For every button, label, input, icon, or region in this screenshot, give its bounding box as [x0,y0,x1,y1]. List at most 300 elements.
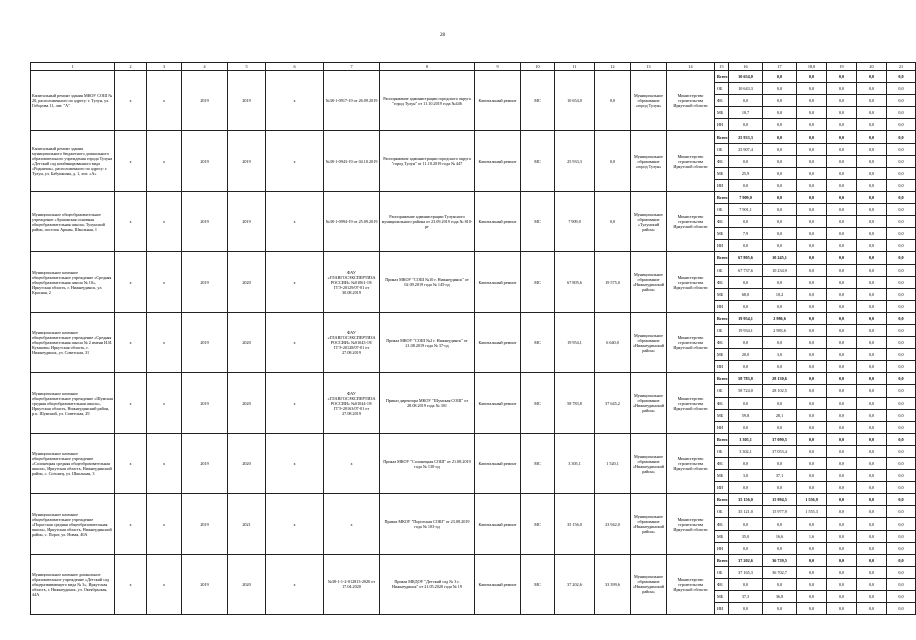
amount-cell: 7 901,1 [729,204,763,216]
amount-cell: 0,0 [797,470,827,482]
amount-cell: 0,0 [797,276,827,288]
ministry-cell: Министерство строительства Иркутской области [667,252,715,312]
ministry-cell: Министерство строительства Иркутской области [667,131,715,191]
total-cost-cell: 58 783,8 [555,373,595,433]
amount-cell: 0,0 [887,349,916,361]
work-type-cell: Капитальный ремонт [475,71,521,131]
amount-cell: 0,0 [887,131,916,143]
expertise-cell: №38-1-0994-19 от 25.09.2019 [324,191,380,251]
amount-cell: 10 643,3 [729,83,763,95]
amount-cell: 0,0 [827,458,857,470]
cell: х [266,252,324,312]
amount-cell: 0,0 [857,240,887,252]
cell: х [115,252,147,312]
work-type-cell: Капитальный ремонт [475,494,521,554]
amount-cell: 0,0 [797,373,827,385]
amount-cell: 0,0 [797,482,827,494]
amount-cell: 0,0 [797,191,827,203]
amount-cell: 0,0 [729,361,763,373]
funding-source-label: Всего [715,191,729,203]
cell: х [115,433,147,493]
amount-cell: 0,0 [797,228,827,240]
amount-cell: 0,0 [857,228,887,240]
amount-cell: 0,0 [729,300,763,312]
amount-cell: 0,0 [857,131,887,143]
cell: х [266,312,324,372]
funding-source-label: ФБ [715,155,729,167]
amount-cell: 25,9 [729,167,763,179]
cell: х [115,312,147,372]
amount-cell: 0,0 [887,83,916,95]
funding-source-label: ФБ [715,458,729,470]
amount-cell: 25 933,3 [729,131,763,143]
amount-cell: 0,0 [797,264,827,276]
amount-cell: 0,0 [763,204,797,216]
amount-cell: 0,0 [797,216,827,228]
col-num: 18,0 [797,63,827,71]
amount-cell: 0,0 [887,397,916,409]
amount-cell: 0,0 [857,107,887,119]
amount-cell: 0,0 [887,179,916,191]
amount-cell: 37 090,5 [763,433,797,445]
document-cell: Приказ МКОУ "СОШ №2 г. Нижнеудинск" от 21.08.2019 года № 37-од [380,312,475,372]
amount-cell: 0,0 [729,458,763,470]
end-year-cell: 2020 [228,433,266,493]
funding-source-label: ФБ [715,216,729,228]
document-cell: Приказ МКОУ "Солонецкая СОШ" от 21.08.2019 года № 130-од [380,433,475,493]
end-year-cell: 2020 [228,312,266,372]
end-year-cell: 2020 [228,373,266,433]
work-type-cell: Капитальный ремонт [475,433,521,493]
amount-cell: 0,0 [887,566,916,578]
funding-source-label: Всего [715,131,729,143]
amount-cell: 0,0 [827,349,857,361]
amount-cell: 0,0 [857,603,887,615]
amount-cell: 0,0 [887,337,916,349]
table-row [31,252,916,264]
amount-cell: 0,0 [887,530,916,542]
col-num: 4 [182,63,228,71]
amount-cell: 0,0 [827,445,857,457]
amount-cell: 0,0 [797,433,827,445]
object-name-cell: Муниципальное казенное общеобразовательное учреждение «Шумская средняя общеобразовательная школа», Иркутская область, Нижнеудинский район, р.п. Шумский, ул. Советская, 29 [31,373,115,433]
amount-cell: 0,0 [857,518,887,530]
document-cell: Распоряжение администрации городского округа "город Тулун" от 11.10.2019 года №446 [380,71,475,131]
amount-cell: 0,0 [797,288,827,300]
amount-cell: 0,0 [763,179,797,191]
work-type-cell: Капитальный ремонт [475,312,521,372]
amount-cell: 0,0 [797,324,827,336]
amount-cell: 0,0 [827,409,857,421]
amount-cell: 0,0 [763,482,797,494]
remaining-cost-cell: 0,0 [595,191,631,251]
program-table [30,62,916,615]
table-row [31,554,916,566]
amount-cell: 16,6 [763,530,797,542]
amount-cell: 0,0 [857,433,887,445]
amount-cell: 0,0 [887,300,916,312]
col-num: 6 [266,63,324,71]
col-num: 21 [887,63,916,71]
start-year-cell: 2019 [182,433,228,493]
amount-cell: 0,0 [857,506,887,518]
amount-cell: 0,0 [827,276,857,288]
amount-cell: 0,0 [827,530,857,542]
amount-cell: 0,0 [857,312,887,324]
amount-cell: 0,0 [887,470,916,482]
col-num: 1 [31,63,115,71]
amount-cell: 0,0 [857,276,887,288]
funding-source-label: ИИ [715,361,729,373]
ministry-cell: Министерство строительства Иркутской области [667,312,715,372]
amount-cell: 0,0 [887,264,916,276]
amount-cell: 0,0 [857,349,887,361]
object-name-cell: Муниципальное общеобразовательное учреждение «Аршанская основная общеобразовательная школа» Тулунский район, поселок Аршан, Школьная, 1 [31,191,115,251]
municipality-cell: Муниципальное образование «Нижнеудинский район» [631,494,667,554]
amount-cell: 0,0 [763,143,797,155]
expertise-cell: х [324,433,380,493]
col-num: 5 [228,63,266,71]
total-cost-cell: 10 654,0 [555,71,595,131]
amount-cell: 1 555,3 [797,506,827,518]
expertise-cell: ФАУ «ГЛАВГОСЭКСПЕРТИЗА РОССИИ» №01061-19/ГГЭ-20129/07-01 от 30.08.2019 [324,252,380,312]
funding-source-label: МБ [715,470,729,482]
document-cell: Приказ МКОУ "Порогская СОШ" от 23.08.2019 года № 103-од [380,494,475,554]
cell: х [147,191,182,251]
total-cost-cell: 19 954,1 [555,312,595,372]
amount-cell: 58 724,0 [729,385,763,397]
amount-cell: 0,0 [857,204,887,216]
funding-source-label: ОБ [715,324,729,336]
funding-source-label: ОБ [715,204,729,216]
object-name-cell: Муниципальное казенное дошкольное образовательное учреждение «Детский сад общеразвивающего вида № 3», Иркутская область, г. Нижнеудинск, ул. Октябрьская, 44А [31,554,115,614]
amount-cell: 0,0 [887,373,916,385]
amount-cell: 0,0 [827,542,857,554]
amount-cell: 2 983,6 [763,324,797,336]
amount-cell: 0,0 [857,95,887,107]
amount-cell: 67 805,6 [729,252,763,264]
amount-cell: 0,0 [797,518,827,530]
amount-cell: 0,0 [797,337,827,349]
amount-cell: 0,0 [887,421,916,433]
amount-cell: 0,0 [857,71,887,83]
remaining-cost-cell: 6 640,0 [595,312,631,372]
funding-source-label: ИИ [715,240,729,252]
amount-cell: 0,0 [827,228,857,240]
remaining-cost-cell: 33 399,6 [595,554,631,614]
table-row [31,131,916,143]
funding-source-label: МБ [715,228,729,240]
col-num: 16 [729,63,763,71]
amount-cell: 37 165,3 [729,566,763,578]
category-cell: МС [521,71,555,131]
document-cell: Распоряжение администрации Тулунского муниципального района от 23.09.2019 года № 810-рг [380,191,475,251]
category-cell: МС [521,373,555,433]
amount-cell: 19 934,1 [729,324,763,336]
amount-cell: 3,0 [729,470,763,482]
amount-cell: 0,0 [729,95,763,107]
amount-cell: 0,0 [797,397,827,409]
amount-cell: 0,0 [763,337,797,349]
amount-cell: 0,0 [857,361,887,373]
municipality-cell: Муниципальное образование «город Тулун» [631,71,667,131]
funding-source-label: Всего [715,494,729,506]
page-number: 28 [440,33,445,38]
amount-cell: 37,3 [729,591,763,603]
amount-cell: 0,0 [827,204,857,216]
amount-cell: 0,0 [763,518,797,530]
amount-cell: 0,0 [797,445,827,457]
amount-cell: 0,0 [827,566,857,578]
col-num: 13 [631,63,667,71]
amount-cell: 0,0 [887,143,916,155]
amount-cell: 0,0 [827,264,857,276]
amount-cell: 58 783,8 [729,373,763,385]
object-name-cell: Муниципальное казенное общеобразовательное учреждение «Средняя общеобразовательная школа № 2 имени И.И. Кузакова» Иркутская область, г. Нижнеудинск, ул. Советская, 31 [31,312,115,372]
amount-cell: 0,0 [763,167,797,179]
amount-cell: 0,0 [827,179,857,191]
amount-cell: 10,7 [729,107,763,119]
col-num: 10 [521,63,555,71]
funding-source-label: ОБ [715,506,729,518]
amount-cell: 0,0 [887,361,916,373]
amount-cell: 0,0 [827,494,857,506]
ministry-cell: Министерство строительства Иркутской области [667,373,715,433]
amount-cell: 0,0 [729,397,763,409]
amount-cell: 0,0 [887,252,916,264]
amount-cell: 0,0 [887,591,916,603]
amount-cell: 0,0 [887,107,916,119]
document-cell: Приказ директора МКОУ "Шумская СОШ" от 28.08.2019 года № 301 [380,373,475,433]
amount-cell: 0,0 [887,433,916,445]
amount-cell: 0,0 [797,155,827,167]
amount-cell: 0,0 [827,385,857,397]
amount-cell: 0,0 [857,494,887,506]
total-cost-cell: 35 156,0 [555,494,595,554]
start-year-cell: 2019 [182,252,228,312]
category-cell: МС [521,433,555,493]
amount-cell: 0,0 [857,119,887,131]
amount-cell: 0,0 [797,458,827,470]
amount-cell: 0,0 [887,119,916,131]
amount-cell: 0,0 [797,542,827,554]
amount-cell: 0,0 [763,71,797,83]
amount-cell: 0,0 [857,482,887,494]
municipality-cell: Муниципальное образование «Нижнеудинский район» [631,373,667,433]
amount-cell: 0,0 [797,312,827,324]
amount-cell: 0,0 [857,324,887,336]
amount-cell: 0,0 [827,167,857,179]
amount-cell: 0,0 [857,300,887,312]
object-name-cell: Капитальный ремонт здания МКОУ СОШ № 20, расположенного по адресу: г. Тулун, ул. Гоборова 11, лит. "А" [31,71,115,131]
amount-cell: 7,9 [729,228,763,240]
work-type-cell: Капитальный ремонт [475,252,521,312]
total-cost-cell: 7 909,0 [555,191,595,251]
total-cost-cell: 3 305,1 [555,433,595,493]
document-cell: Приказ МКДОУ "Детский сад № 3 г. Нижнеудинск" от 21.05.2020 года № 19 [380,554,475,614]
amount-cell: 0,0 [729,240,763,252]
end-year-cell: 2020 [228,252,266,312]
cell: х [147,554,182,614]
amount-cell: 0,0 [827,361,857,373]
funding-source-label: МБ [715,591,729,603]
amount-cell: 0,0 [887,409,916,421]
amount-cell: 0,0 [887,445,916,457]
amount-cell: 0,0 [797,603,827,615]
amount-cell: 0,0 [763,155,797,167]
start-year-cell: 2019 [182,131,228,191]
amount-cell: 0,0 [763,361,797,373]
cell: х [266,71,324,131]
amount-cell: 0,0 [827,155,857,167]
amount-cell: 0,0 [857,191,887,203]
amount-cell: 0,0 [827,421,857,433]
amount-cell: 0,0 [763,397,797,409]
category-cell: МС [521,252,555,312]
amount-cell: 0,0 [857,167,887,179]
amount-cell: 0,0 [729,119,763,131]
funding-source-label: Всего [715,433,729,445]
end-year-cell: 2019 [228,71,266,131]
amount-cell: 0,0 [797,95,827,107]
table-row [31,373,916,385]
amount-cell: 0,0 [887,276,916,288]
funding-source-label: ФБ [715,337,729,349]
amount-cell: 0,0 [797,71,827,83]
amount-cell: 0,0 [887,240,916,252]
amount-cell: 0,0 [857,143,887,155]
table-row [31,494,916,506]
col-num: 15 [715,63,729,71]
amount-cell: 0,0 [797,361,827,373]
funding-source-label: МБ [715,409,729,421]
funding-source-label: Всего [715,71,729,83]
table-row [31,433,916,445]
funding-source-label: ОБ [715,83,729,95]
amount-cell: 0,0 [763,107,797,119]
remaining-cost-cell: 37 645,2 [595,373,631,433]
amount-cell: 37,1 [763,470,797,482]
col-num: 20 [857,63,887,71]
amount-cell: 1,6 [797,530,827,542]
remaining-cost-cell: 0,0 [595,71,631,131]
amount-cell: 28 102,5 [763,385,797,397]
amount-cell: 0,0 [797,240,827,252]
funding-source-label: МБ [715,530,729,542]
start-year-cell: 2019 [182,373,228,433]
category-cell: МС [521,312,555,372]
amount-cell: 0,0 [887,578,916,590]
amount-cell: 0,0 [763,276,797,288]
amount-cell: 0,0 [887,191,916,203]
amount-cell: 0,0 [887,603,916,615]
municipality-cell: Муниципальное образование «Нижнеудинский район» [631,554,667,614]
funding-source-label: МБ [715,107,729,119]
funding-source-label: ФБ [715,276,729,288]
col-num: 17 [763,63,797,71]
funding-source-label: ФБ [715,397,729,409]
amount-cell: 0,0 [729,578,763,590]
cell: х [147,252,182,312]
amount-cell: 35 121,0 [729,506,763,518]
amount-cell: 0,0 [857,385,887,397]
expertise-cell: х [324,494,380,554]
amount-cell: 0,0 [797,119,827,131]
amount-cell: 0,0 [827,240,857,252]
total-cost-cell: 37 202,6 [555,554,595,614]
amount-cell: 0,0 [887,554,916,566]
funding-source-label: ИИ [715,603,729,615]
work-type-cell: Капитальный ремонт [475,373,521,433]
amount-cell: 0,0 [857,397,887,409]
work-type-cell: Капитальный ремонт [475,191,521,251]
object-name-cell: Капитальный ремонт здания муниципального бюджетного дошкольного образовательного учреждения города Тулуна «Детский сад комбинированного вида «Родничок», расположенного по адресу: г. Тулун, ул. Бабушкина, д. 1, лит. «А» [31,131,115,191]
amount-cell: 0,0 [797,385,827,397]
work-type-cell: Капитальный ремонт [475,554,521,614]
col-num: 2 [115,63,147,71]
amount-cell: 0,0 [857,566,887,578]
amount-cell: 0,0 [827,288,857,300]
cell: х [115,554,147,614]
amount-cell: 0,0 [887,506,916,518]
amount-cell: 0,0 [857,373,887,385]
amount-cell: 0,0 [729,216,763,228]
amount-cell: 0,0 [857,252,887,264]
cell: х [266,373,324,433]
amount-cell: 15 977,9 [763,506,797,518]
funding-source-label: ФБ [715,518,729,530]
amount-cell: 0,0 [857,216,887,228]
amount-cell: 10 245,1 [763,252,797,264]
end-year-cell: 2020 [228,554,266,614]
amount-cell: 0,0 [857,337,887,349]
municipality-cell: Муниципальное образование «Тулунский район» [631,191,667,251]
amount-cell: 0,0 [763,228,797,240]
table-row [31,312,916,324]
amount-cell: 0,0 [827,591,857,603]
funding-source-label: ИИ [715,482,729,494]
amount-cell: 20,0 [729,349,763,361]
amount-cell: 0,0 [763,240,797,252]
funding-source-label: ОБ [715,445,729,457]
amount-cell: 0,0 [797,167,827,179]
expertise-cell: №38-1-0943-19 от 04.10.2019 [324,131,380,191]
amount-cell: 0,0 [857,83,887,95]
amount-cell: 0,0 [827,433,857,445]
amount-cell: 0,0 [887,494,916,506]
amount-cell: 0,0 [827,119,857,131]
amount-cell: 0,0 [797,83,827,95]
amount-cell: 0,0 [827,312,857,324]
amount-cell: 0,0 [827,107,857,119]
amount-cell: 0,0 [797,349,827,361]
amount-cell: 0,0 [729,155,763,167]
funding-source-label: ФБ [715,95,729,107]
amount-cell: 0,0 [763,300,797,312]
amount-cell: 0,0 [729,179,763,191]
cell: х [266,554,324,614]
amount-cell: 28 130,6 [763,373,797,385]
amount-cell: 0,0 [887,518,916,530]
remaining-cost-cell: 1 520,1 [595,433,631,493]
end-year-cell: 2021 [228,494,266,554]
object-name-cell: Муниципальное казенное общеобразовательное учреждение «Средняя общеобразовательная школа № 10», Иркутская область, г. Нижнеудинск, ул. Красная, 2 [31,252,115,312]
amount-cell: 0,0 [857,542,887,554]
category-cell: МС [521,554,555,614]
amount-cell: 0,0 [763,603,797,615]
amount-cell: 0,0 [729,337,763,349]
col-num: 8 [380,63,475,71]
